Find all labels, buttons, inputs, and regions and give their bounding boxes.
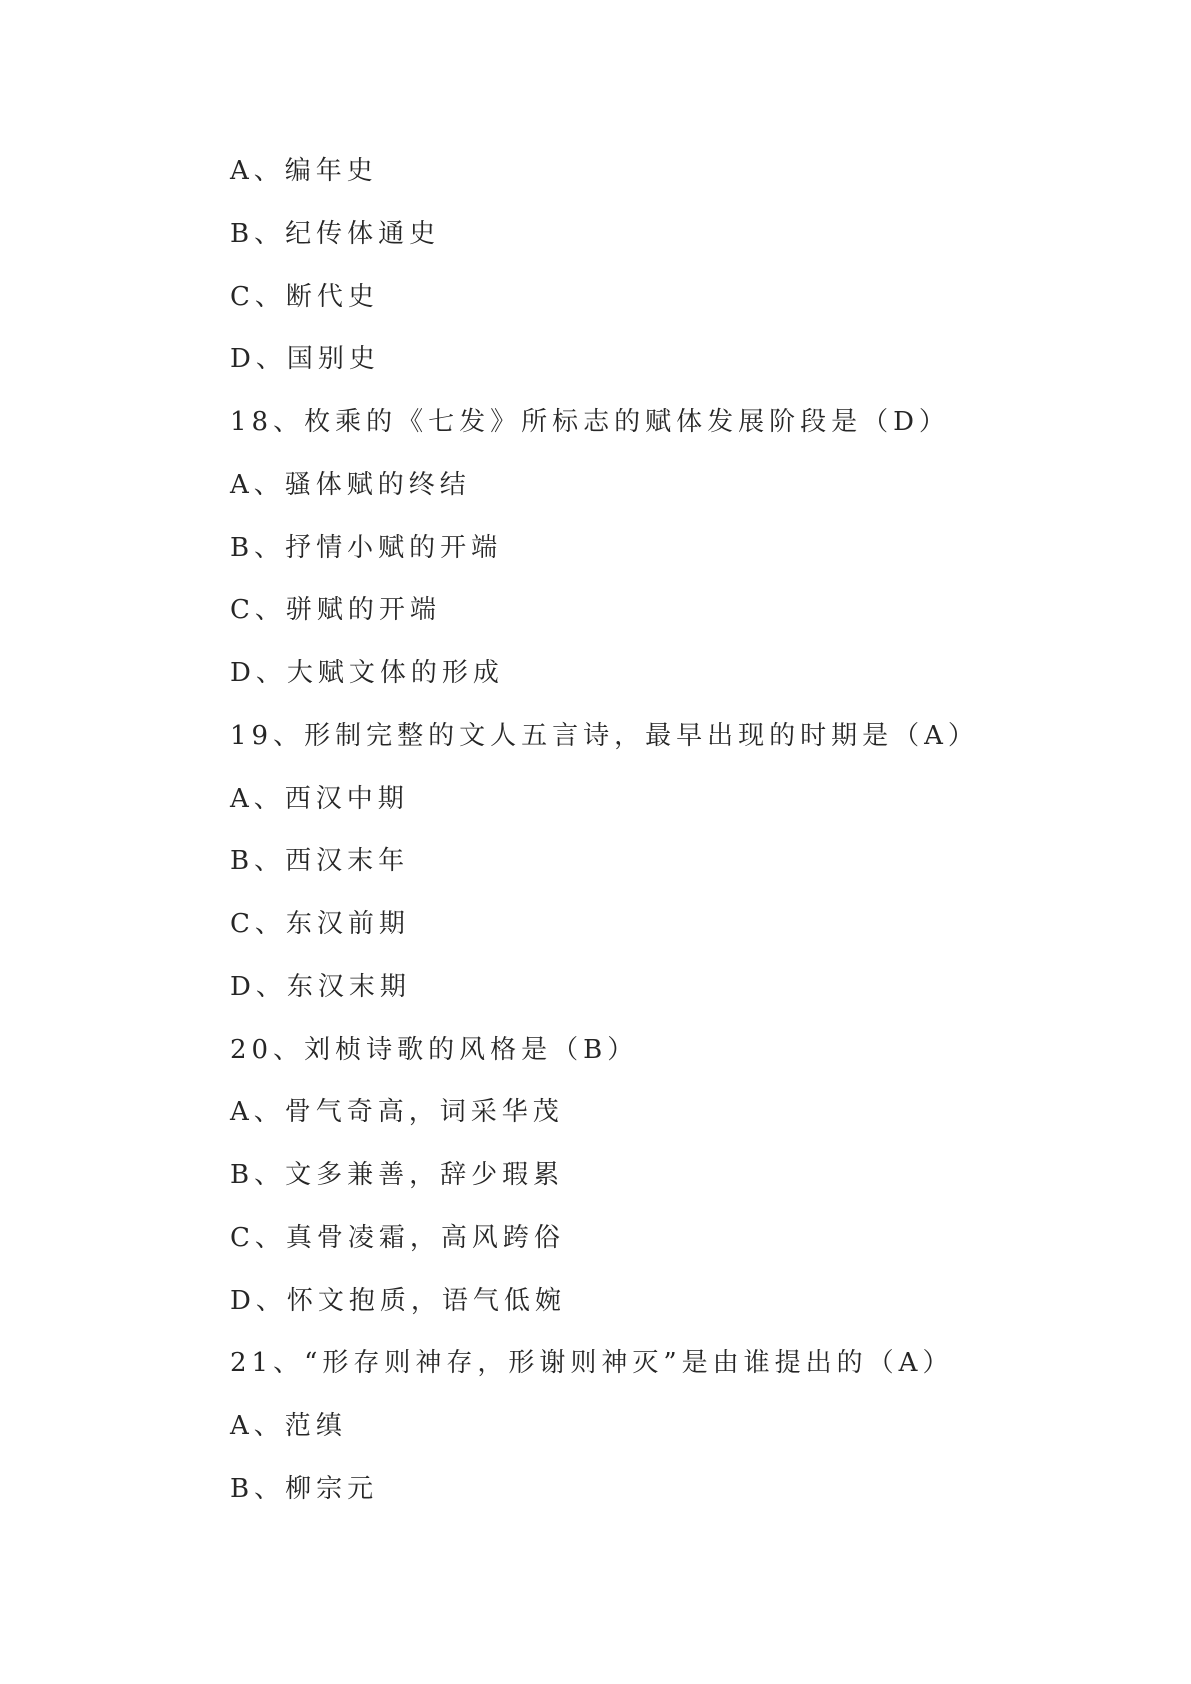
question-20: 20、刘桢诗歌的风格是（B）: [230, 1034, 639, 1065]
option-c-line: C、东汉前期: [230, 909, 410, 939]
option-b-line: B、文多兼善，辞少瑕累: [230, 1160, 565, 1190]
option-a-line: A、范缜: [230, 1411, 347, 1441]
option-a-line: A、西汉中期: [230, 783, 409, 814]
option-d-line: D、怀文抱质，语气低婉: [230, 1285, 566, 1316]
question-18: 18、枚乘的《七发》所标志的赋体发展阶段是（D）: [230, 407, 950, 437]
option-c-line: C、真骨凌霜，高风跨俗: [230, 1222, 565, 1253]
question-19: 19、形制完整的文人五言诗，最早出现的时期是（A）: [230, 720, 979, 751]
question-21: 21、“形存则神存，形谢则神灭”是由谁提出的（A）: [230, 1348, 954, 1379]
option-a-line: A、骨气奇高，词采华茂: [230, 1097, 564, 1128]
option-c-line: C、断代史: [230, 281, 379, 312]
option-d-line: D、国别史: [230, 344, 380, 375]
option-b-line: B、抒情小赋的开端: [230, 532, 503, 563]
option-d-line: D、大赋文体的形成: [230, 658, 504, 688]
question-list: [230, 140, 1130, 1521]
option-b-line: B、西汉末年: [230, 846, 410, 877]
option-b-line: B、柳宗元: [230, 1473, 379, 1504]
option-c-line: C、骈赋的开端: [230, 595, 441, 626]
option-d-line: D、东汉末期: [230, 971, 411, 1002]
option-b-line: B、纪传体通史: [230, 218, 441, 249]
option-a-line: A、骚体赋的终结: [230, 469, 471, 500]
option-a-line: A、编年史: [230, 156, 378, 186]
